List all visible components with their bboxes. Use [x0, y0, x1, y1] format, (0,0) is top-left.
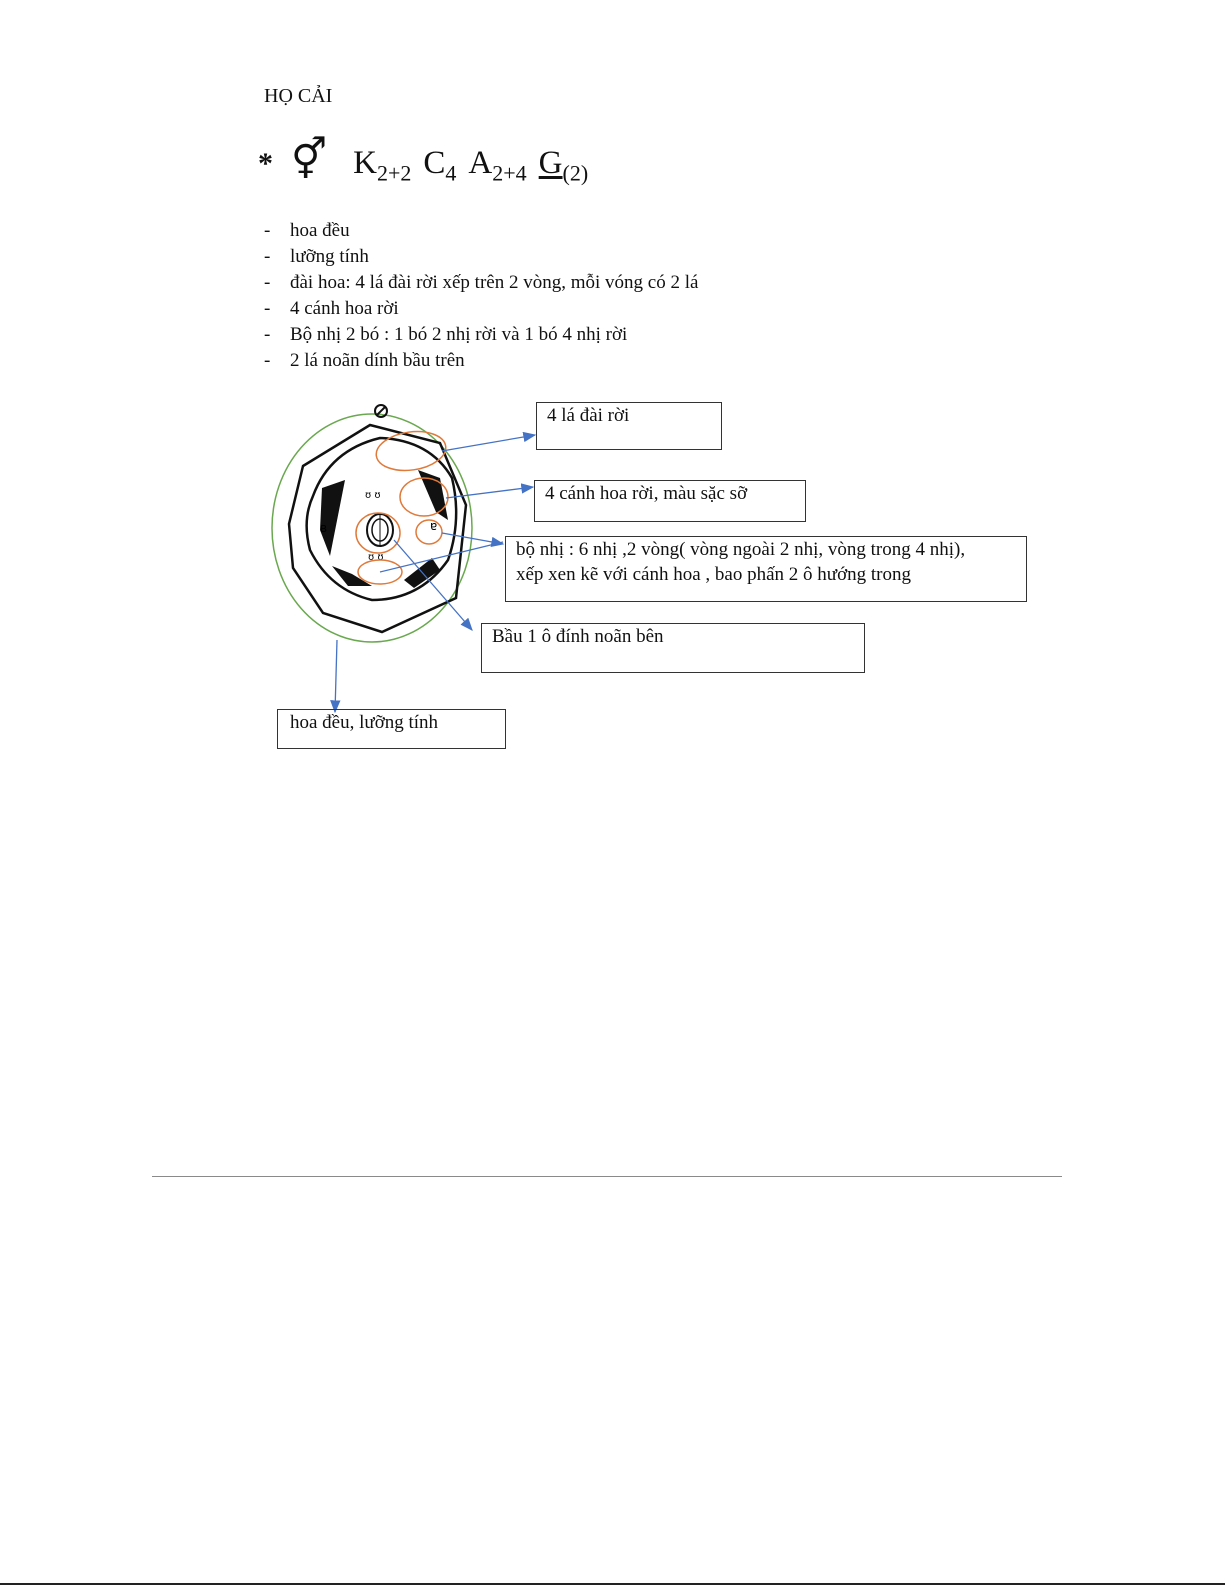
- label-ovary: Bầu 1 ô đính noãn bên: [481, 623, 865, 673]
- list-item: - 2 lá noãn dính bầu trên: [264, 350, 465, 371]
- page-divider: [152, 1176, 1062, 1177]
- label-sepals: 4 lá đài rời: [536, 402, 722, 450]
- page-title: HỌ CẢI: [264, 85, 333, 107]
- actinomorphic-symbol: *: [258, 147, 273, 180]
- list-item: - 4 cánh hoa rời: [264, 298, 399, 319]
- formula-corolla: $C_4$: [423, 145, 457, 186]
- formula-calyx: $K_{2+2}$: [353, 145, 412, 186]
- stamen-mark: ʊ ʊ: [365, 490, 381, 501]
- list-item: - Bộ nhị 2 bó : 1 bó 2 nhị rời và 1 bó 4 nhị rời: [264, 324, 628, 345]
- formula-androecium: $A_{2+4}$: [468, 145, 527, 186]
- list-item: - hoa đều: [264, 220, 350, 241]
- list-item: - lưỡng tính: [264, 246, 369, 267]
- bisexual-symbol: ⚥: [291, 137, 328, 182]
- list-item: - đài hoa: 4 lá đài rời xếp trên 2 vòng, mỗi vóng có 2 lá: [264, 272, 699, 293]
- stamen-mark: ɐ: [430, 519, 438, 533]
- stamen-mark: ʊ ʊ: [368, 552, 384, 563]
- label-stamens: bộ nhị : 6 nhị ,2 vòng( vòng ngoài 2 nhị, vòng trong 4 nhị), xếp xen kẽ với cánh hoa , bao phấn 2 ô hướng trong: [505, 536, 1027, 602]
- formula-gynoecium: $G_{(2)}$: [538, 145, 589, 186]
- arrow-flower: [335, 640, 337, 712]
- highlight-stamen: [416, 520, 442, 544]
- label-petals: 4 cánh hoa rời, màu sặc sỡ: [534, 480, 806, 522]
- stamen-mark: ʙ: [320, 521, 327, 535]
- petal-wedge: [320, 480, 345, 556]
- label-flower: hoa đều, lưỡng tính: [277, 709, 506, 749]
- arrow-sepals: [442, 435, 535, 451]
